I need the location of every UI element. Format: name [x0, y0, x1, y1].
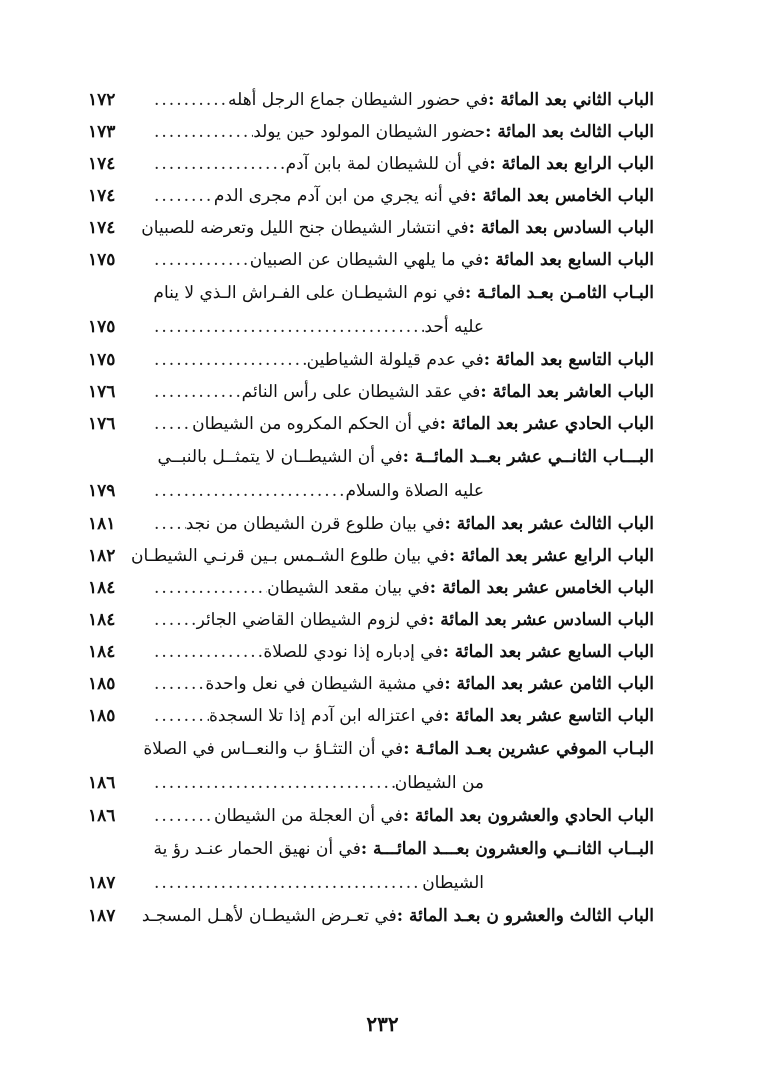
- page-reference: ١٨٢: [88, 546, 116, 566]
- dot-leader: [154, 148, 286, 180]
- chapter-description-continued: عليه الصلاة والسلام: [345, 481, 484, 501]
- chapter-heading: الباب التاسع عشر بعد المائة :: [443, 706, 654, 726]
- dot-leader: [154, 344, 307, 376]
- chapter-heading: الباب الثامن عشر بعد المائة :: [444, 674, 654, 694]
- chapter-heading: الباب الخامس عشر بعد المائة :: [429, 578, 654, 598]
- dot-leader: [154, 766, 395, 800]
- chapter-description-continued: عليه أحد: [424, 317, 484, 337]
- chapter-heading: الباب السادس بعد المائة :: [468, 218, 654, 238]
- dot-leader: [154, 866, 422, 900]
- dot-leader: [154, 310, 424, 344]
- toc-entry-continuation: [88, 310, 654, 344]
- toc-entry-line: [88, 540, 654, 572]
- chapter-description-continued: الشيطان: [422, 873, 484, 893]
- chapter-heading: الباب السابع بعد المائة :: [483, 250, 654, 270]
- chapter-heading: البـاب الموفي عشرين بعـد المائـة :: [403, 739, 654, 759]
- toc-entry: [88, 900, 654, 932]
- dot-leader: [154, 376, 242, 408]
- toc-entry: [88, 344, 654, 376]
- toc-entry: [88, 408, 654, 440]
- page-reference: ١٨٧: [88, 873, 116, 893]
- chapter-description: في عقد الشيطان على رأس النائم: [241, 382, 481, 402]
- toc-entry-line: [88, 408, 654, 440]
- page-reference: ١٨٤: [88, 610, 116, 630]
- chapter-heading: الباب الحادي والعشرون بعد المائة :: [402, 806, 654, 826]
- page-reference: ١٧٥: [88, 317, 116, 337]
- chapter-description: في بيان طلوع الشـمس بـين قرنـي الشيطـان: [130, 546, 449, 566]
- chapter-heading: الباب العاشر بعد المائة :: [480, 382, 654, 402]
- toc-entry-line: [88, 900, 654, 932]
- chapter-description: في لزوم الشيطان القاضي الجائر: [196, 610, 429, 630]
- toc-entry: [88, 540, 654, 572]
- dot-leader: [154, 84, 228, 116]
- chapter-heading: البـاب الثامـن بعـد المائـة :: [465, 283, 654, 303]
- chapter-description: في عدم قيلولة الشياطين: [306, 350, 484, 370]
- toc-entry: [88, 800, 654, 832]
- toc-entry-line: [88, 376, 654, 408]
- page-reference: ١٧٦: [88, 382, 116, 402]
- page-reference: ١٨١: [88, 514, 116, 534]
- chapter-description: في تعـرض الشيطـان لأهـل المسجـد: [141, 906, 397, 926]
- page-reference: ١٨٦: [88, 806, 116, 826]
- toc-entry-line: [88, 116, 654, 148]
- toc-entry-line: [88, 180, 654, 212]
- chapter-description: في إدباره إذا نودي للصلاة: [263, 642, 443, 662]
- toc-entry-line: [88, 668, 654, 700]
- toc-entry-line: [88, 244, 654, 276]
- chapter-heading: الباب السابع عشر بعد المائة :: [442, 642, 654, 662]
- toc-entry: [88, 636, 654, 668]
- chapter-description: في نوم الشيطـان على الفـراش الـذي لا ينام: [153, 283, 466, 303]
- toc-entry: [88, 180, 654, 212]
- toc-entry-continuation: [88, 474, 654, 508]
- toc-entry: [88, 212, 654, 244]
- chapter-heading: الباب الحادي عشر بعد المائة :: [439, 414, 654, 434]
- dot-leader: [154, 636, 263, 668]
- chapter-heading: الباب الرابع عشر بعد المائة :: [448, 546, 654, 566]
- chapter-description: في أن التثـاؤ ب والنعــاس في الصلاة: [143, 739, 404, 759]
- toc-entry: [88, 440, 654, 508]
- toc-entry-line: [88, 84, 654, 116]
- toc-entry: [88, 508, 654, 540]
- toc-entry-line: [88, 440, 654, 474]
- chapter-description: في حضور الشيطان جماع الرجل أهله: [227, 90, 489, 110]
- page-reference: ١٧٦: [88, 414, 116, 434]
- page-reference: ١٨٦: [88, 773, 116, 793]
- page-reference: ١٧٥: [88, 250, 116, 270]
- page-reference: ١٨٥: [88, 706, 116, 726]
- page-reference: ١٧٣: [88, 122, 116, 142]
- page-reference: ١٨٧: [88, 906, 116, 926]
- dot-leader: [154, 700, 209, 732]
- toc-entry-continuation: [88, 766, 654, 800]
- toc-entry: [88, 668, 654, 700]
- dot-leader: [154, 408, 192, 440]
- toc-entry: [88, 732, 654, 800]
- dot-leader: [154, 508, 186, 540]
- chapter-heading: الباب الرابع بعد المائة :: [489, 154, 654, 174]
- toc-entry-line: [88, 636, 654, 668]
- chapter-description: في مشية الشيطان في نعل واحدة: [205, 674, 445, 694]
- toc-entry: [88, 116, 654, 148]
- toc-entry: [88, 148, 654, 180]
- dot-leader: [154, 800, 214, 832]
- toc-entry-line: [88, 700, 654, 732]
- chapter-description: في أن نهيق الحمار عنـد رؤ ية: [153, 839, 361, 859]
- dot-leader: [154, 474, 346, 508]
- toc-entry-line: [88, 508, 654, 540]
- toc-entry: [88, 84, 654, 116]
- chapter-description: في بيان طلوع قرن الشيطان من نجد: [185, 514, 445, 534]
- toc-entry-line: [88, 212, 654, 244]
- page-reference: ١٧٢: [88, 90, 116, 110]
- page-reference: ١٧٩: [88, 481, 116, 501]
- page-reference: ١٧٥: [88, 350, 116, 370]
- chapter-description: في انتشار الشيطان جنح الليل وتعرضه للصبيان: [141, 218, 469, 238]
- toc-entry: [88, 572, 654, 604]
- toc-entry-line: [88, 276, 654, 310]
- chapter-heading: البــاب الثانــي والعشرون بعـــد المائـــة :: [360, 839, 654, 859]
- page-reference: ١٨٤: [88, 642, 116, 662]
- dot-leader: [154, 244, 250, 276]
- chapter-heading: الباب التاسع بعد المائة :: [483, 350, 654, 370]
- chapter-heading: الباب الثالث عشر بعد المائة :: [444, 514, 654, 534]
- chapter-description: في أنه يجري من ابن آدم مجرى الدم: [213, 186, 471, 206]
- toc-entry: [88, 604, 654, 636]
- dot-leader: [154, 572, 267, 604]
- toc-entry: [88, 832, 654, 900]
- page-reference: ١٧٤: [88, 186, 116, 206]
- toc-entry-line: [88, 604, 654, 636]
- chapter-description: في اعتزاله ابن آدم إذا تلا السجدة: [209, 706, 444, 726]
- page-number-footer: ٢٣٢: [366, 1012, 399, 1036]
- toc-entry-continuation: [88, 866, 654, 900]
- toc-entry-line: [88, 732, 654, 766]
- toc-entry: [88, 244, 654, 276]
- toc-entry: [88, 276, 654, 344]
- page-reference: ١٧٤: [88, 154, 116, 174]
- toc-entry-line: [88, 148, 654, 180]
- toc-entry-line: [88, 344, 654, 376]
- chapter-heading: الباب الثاني بعد المائة :: [488, 90, 654, 110]
- chapter-heading: البـــاب الثانــي عشر بعــد المائــة :: [402, 447, 654, 467]
- chapter-heading: الباب الثالث بعد المائة :: [485, 122, 654, 142]
- chapter-description: في ما يلهي الشيطان عن الصبيان: [249, 250, 484, 270]
- chapter-description: في بيان مقعد الشيطان: [267, 578, 430, 598]
- table-of-contents: [88, 84, 654, 932]
- toc-entry-line: [88, 800, 654, 832]
- chapter-description-continued: من الشيطان: [394, 773, 484, 793]
- page-reference: ١٨٥: [88, 674, 116, 694]
- page-reference: ١٨٤: [88, 578, 116, 598]
- toc-entry: [88, 700, 654, 732]
- chapter-description: في أن للشيطان لمة بابن آدم: [285, 154, 490, 174]
- page-reference: ١٧٤: [88, 218, 116, 238]
- chapter-heading: الباب الثالث والعشرو ن بعـد المائة :: [396, 906, 654, 926]
- dot-leader: [154, 668, 205, 700]
- toc-entry: [88, 376, 654, 408]
- chapter-description: حضور الشيطان المولود حين يولد: [253, 122, 486, 142]
- toc-entry-line: [88, 572, 654, 604]
- dot-leader: [154, 180, 214, 212]
- chapter-heading: الباب السادس عشر بعد المائة :: [428, 610, 654, 630]
- toc-entry-line: [88, 832, 654, 866]
- chapter-description: في أن الشيطــان لا يتمثــل بالنبــي: [157, 447, 403, 467]
- dot-leader: [154, 604, 197, 636]
- chapter-heading: الباب الخامس بعد المائة :: [470, 186, 654, 206]
- chapter-description: في أن الحكم المكروه من الشيطان: [192, 414, 440, 434]
- chapter-description: في أن العجلة من الشيطان: [214, 806, 403, 826]
- dot-leader: [154, 116, 253, 148]
